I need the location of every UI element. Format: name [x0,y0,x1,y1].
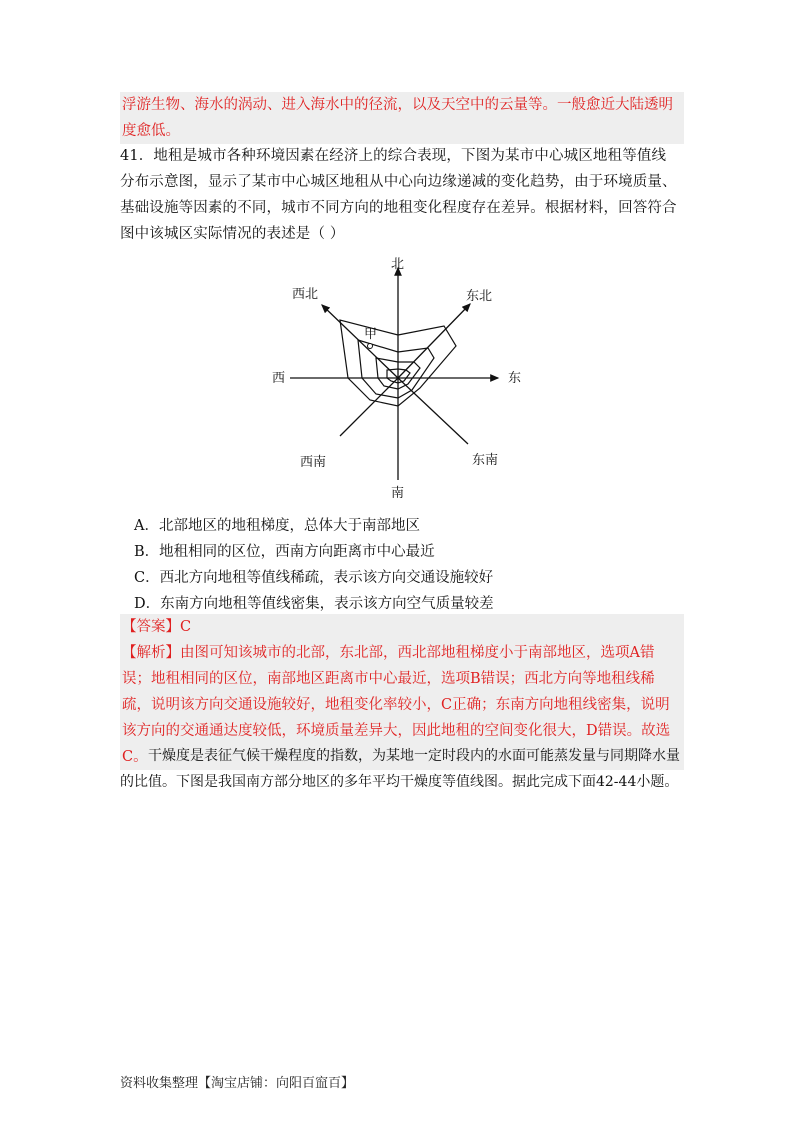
land-rent-isoline-figure [260,248,540,508]
point-jia-marker [368,344,373,349]
question-41-text: 41．地租是城市各种环境因素在经济上的综合表现，下图为某市中心城区地租等值线分布示意图，显示了某市中心城区地租从中心向边缘递减的变化趋势，由于环境质量、基础设施等因素的不同，城市不同方向的地租变化程度存在差异。根据材料，回答符合图中该城区实际情况的表述是（ ） [120,148,677,242]
next-question-intro: 干燥度是表征气候干燥程度的指数，为某地一定时段内的水面可能蒸发量与同期降水量的比值。下图是我国南方部分地区的多年平均干燥度等值线图。据此完成下面42-44小题。 [120,748,680,790]
label-south: 南 [391,486,405,501]
previous-answer-continuation: 浮游生物、海水的涡动、进入海水中的径流，以及天空中的云量等。一般愈近大陆透明度愈低。 [120,92,684,144]
option-b: B．地租相同的区位，西南方向距离市中心最近 [134,544,435,560]
label-north: 北 [391,257,405,272]
label-northeast: 东北 [466,289,493,304]
option-d: D．东南方向地租等值线密集，表示该方向空气质量较差 [134,596,494,612]
analysis-body: 由图可知该城市的北部，东北部，西北部地租梯度小于南部地区，选项A错误；地租相同的区位，南部地区距离市中心最近，选项B错误；西北方向等地租线稀疏，说明该方向交通设施较好，地租变化率较小，C正确；东南方向地租线密集，说明该方向的交通通达度较低，环境质量差异大，因此地租的空间变化很大，D错误。故选C。 [122,645,671,765]
option-c: C．西北方向地租等值线稀疏，表示该方向交通设施较好 [134,570,494,586]
answer-line: 【答案】C [122,619,192,635]
northeast-axis [398,304,470,378]
footer-source: 资料收集整理【淘宝店铺：向阳百䆝百】 [120,1076,355,1091]
label-southwest: 西南 [300,455,327,470]
label-east: 东 [508,371,522,386]
northwest-axis [322,305,398,378]
label-northwest: 西北 [292,287,319,302]
label-southeast: 东南 [472,453,499,468]
label-jia: 甲 [364,327,378,342]
option-a: A．北部地区的地租梯度，总体大于南部地区 [134,518,420,534]
analysis-label: 【解析】 [122,645,180,661]
land-rent-diagram [260,248,540,508]
label-west: 西 [272,371,286,386]
southeast-axis [398,378,468,444]
